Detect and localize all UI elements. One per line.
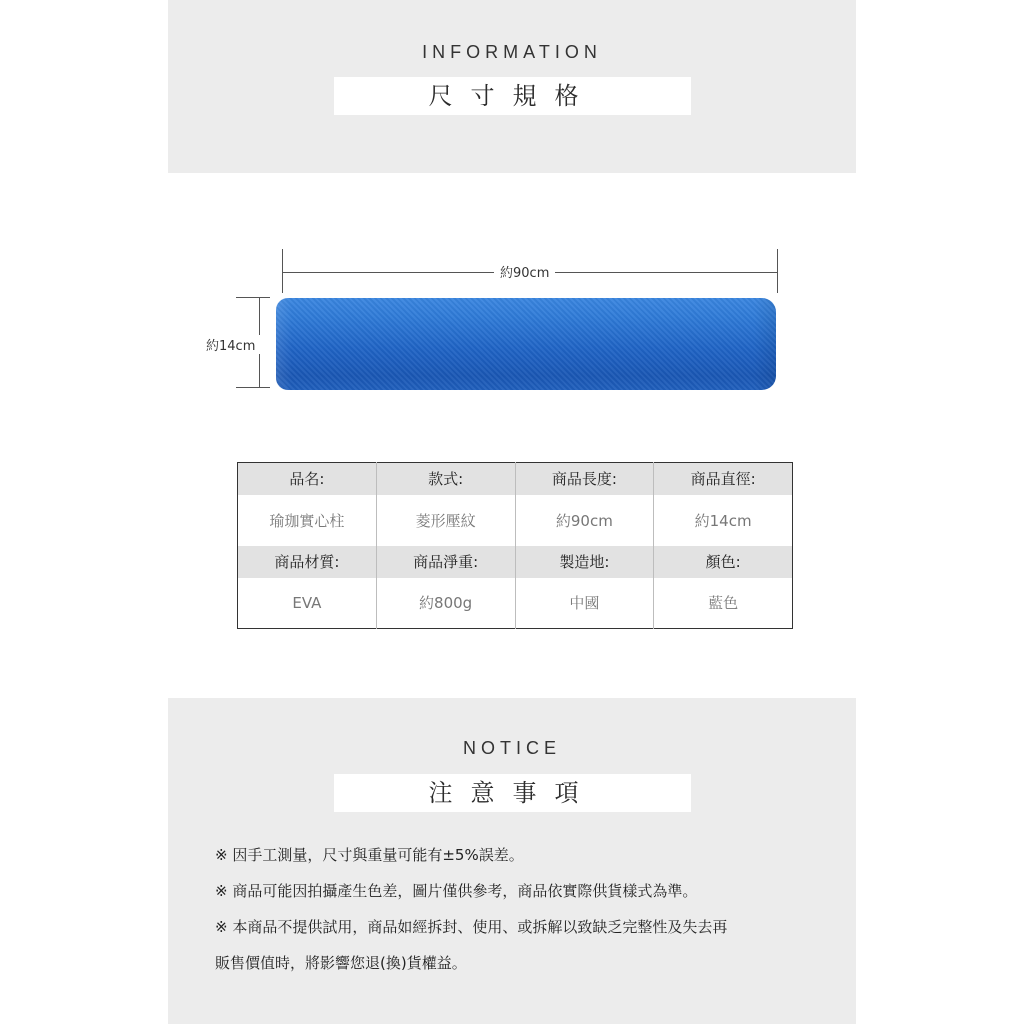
spec-value-row bbox=[238, 495, 793, 546]
foam-roller-image bbox=[276, 298, 776, 390]
spec-header-cell: 商品材質: bbox=[238, 546, 377, 578]
notice-line: ※ 因手工測量，尺寸與重量可能有±5%誤差。 bbox=[215, 846, 524, 864]
notice-eyebrow: NOTICE bbox=[462, 738, 561, 758]
spec-value-cell: 中國 bbox=[515, 578, 654, 629]
spec-header-cell: 製造地: bbox=[515, 546, 654, 578]
information-eyebrow: INFORMATION bbox=[422, 42, 602, 62]
spec-value-cell: 菱形壓紋 bbox=[376, 495, 515, 546]
spec-value-cell: 約800g bbox=[376, 578, 515, 629]
spec-value-cell: 約14cm bbox=[654, 495, 793, 546]
diameter-label: 約14cm bbox=[200, 335, 261, 354]
notice-line: 販售價值時，將影響您退(換)貨權益。 bbox=[215, 954, 467, 972]
spec-header-row bbox=[238, 546, 793, 578]
spec-header-cell: 商品長度: bbox=[515, 463, 654, 495]
length-tick-right bbox=[777, 249, 778, 293]
notice-line: ※ 本商品不提供試用，商品如經拆封、使用、或拆解以致缺乏完整性及失去再 bbox=[215, 918, 728, 936]
roller-end-cap bbox=[754, 298, 776, 390]
spec-value-row bbox=[238, 578, 793, 629]
diameter-tick-bottom bbox=[236, 387, 270, 388]
spec-value-cell: 約90cm bbox=[515, 495, 654, 546]
information-header bbox=[168, 0, 856, 173]
spec-header-cell: 顏色: bbox=[654, 546, 793, 578]
diameter-tick-top bbox=[236, 297, 270, 298]
spec-header-cell: 款式: bbox=[376, 463, 515, 495]
spec-header-row bbox=[238, 463, 793, 495]
spec-value-cell: 藍色 bbox=[654, 578, 793, 629]
information-title: 尺寸規格 bbox=[334, 77, 691, 115]
spec-header-cell: 商品淨重: bbox=[376, 546, 515, 578]
spec-header-cell: 品名: bbox=[238, 463, 377, 495]
spec-value-cell: 瑜珈實心柱 bbox=[238, 495, 377, 546]
roller-start-shading bbox=[276, 298, 292, 390]
spec-value-cell: EVA bbox=[238, 578, 377, 629]
spec-table bbox=[237, 462, 793, 629]
length-tick-left bbox=[282, 249, 283, 293]
notice-list bbox=[215, 843, 835, 987]
notice-title: 注意事項 bbox=[334, 774, 691, 812]
length-label: 約90cm bbox=[494, 262, 555, 281]
notice-line: ※ 商品可能因拍攝產生色差，圖片僅供參考，商品依實際供貨樣式為準。 bbox=[215, 882, 698, 900]
spec-header-cell: 商品直徑: bbox=[654, 463, 793, 495]
